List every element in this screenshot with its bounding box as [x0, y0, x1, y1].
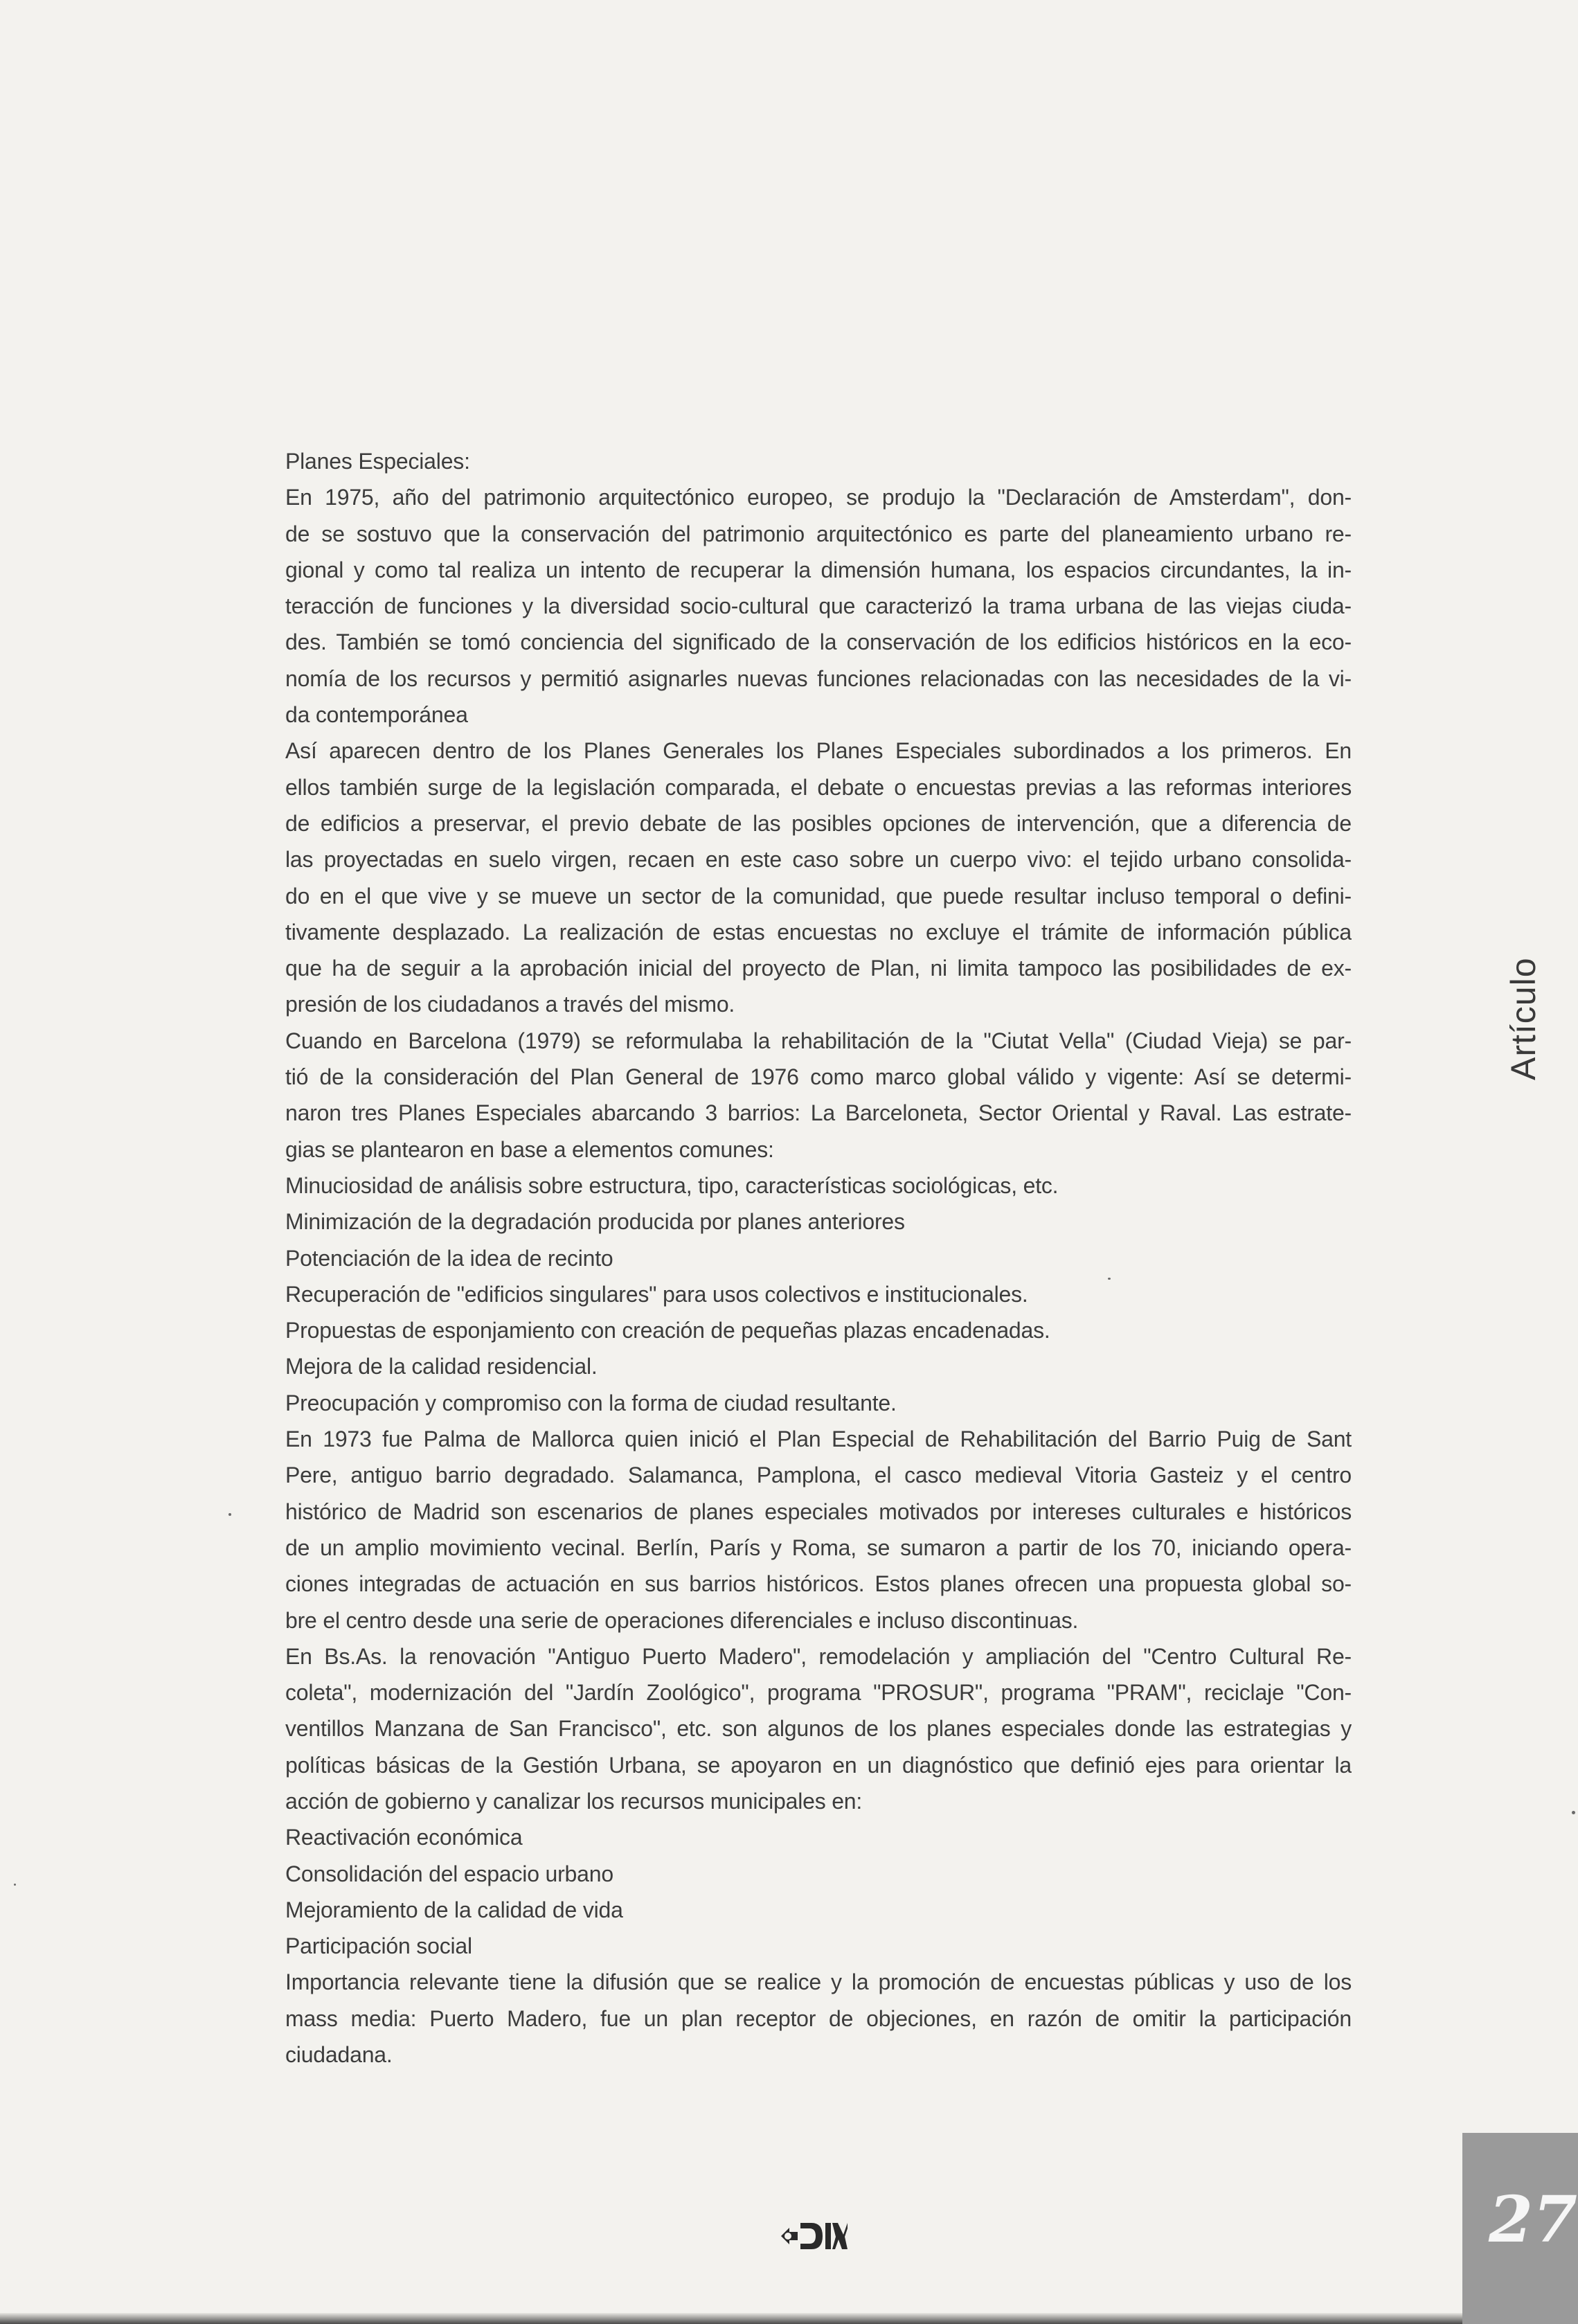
text-line: ciudadana. — [285, 2042, 393, 2068]
text-line: Cuando en Barcelona (1979) se reformulaba la rehabilitación de la "Ciutat Vella" (Ciudad Vieja) se par- — [285, 1028, 1352, 1053]
text-line: de un amplio movimiento vecinal. Berlín, París y Roma, se sumaron a partir de los 70, iniciando opera- — [285, 1535, 1352, 1560]
text-line: de se sostuvo que la conservación del patrimonio arquitectónico es parte del planeamiento urbano re- — [285, 521, 1352, 546]
text-line: Propuestas de esponjamiento con creación de pequeñas plazas encadenadas. — [285, 1318, 1050, 1343]
text-line: Planes Especiales: — [285, 449, 470, 474]
dix-logo-icon — [771, 2216, 848, 2256]
text-line: las proyectadas en suelo virgen, recaen en este caso sobre un cuerpo vivo: el tejido urbano consolida- — [285, 847, 1352, 873]
text-line: teracción de funciones y la diversidad socio-cultural que caracterizó la trama urbana de las viejas ciuda- — [285, 593, 1352, 619]
text-line: des. También se tomó conciencia del significado de la conservación de los edificios históricos en la eco- — [285, 629, 1352, 655]
text-line: presión de los ciudadanos a través del mismo. — [285, 992, 735, 1017]
text-line: Recuperación de "edificios singulares" para usos colectivos e institucionales. — [285, 1281, 1028, 1307]
text-line: Minimización de la degradación producida por planes anteriores — [285, 1209, 905, 1235]
text-line: Mejoramiento de la calidad de vida — [285, 1897, 623, 1922]
text-line: gional y como tal realiza un intento de recuperar la dimensión humana, los espacios circundantes, la in- — [285, 557, 1352, 582]
text-line: coleta", modernización del "Jardín Zoológico", programa "PROSUR", programa "PRAM", reciclaje "Con- — [285, 1680, 1352, 1706]
text-line: En 1975, año del patrimonio arquitectónico europeo, se produjo la "Declaración de Amsterdam", don- — [285, 485, 1352, 510]
scan-speck — [228, 1513, 231, 1516]
text-line: Minuciosidad de análisis sobre estructura, tipo, características sociológicas, etc. — [285, 1172, 1059, 1198]
text-line: Reactivación económica — [285, 1825, 523, 1850]
text-line: En 1973 fue Palma de Mallorca quien inició el Plan Especial de Rehabilitación del Barrio Puig de Sant — [285, 1427, 1352, 1452]
text-line: Mejora de la calidad residencial. — [285, 1354, 598, 1379]
text-line: que ha de seguir a la aprobación inicial del proyecto de Plan, ni limita tampoco las posibilidades de ex- — [285, 956, 1352, 981]
text-line: do en el que vive y se mueve un sector de la comunidad, que puede resultar incluso temporal o defini- — [285, 883, 1352, 909]
text-line: naron tres Planes Especiales abarcando 3 barrios: La Barceloneta, Sector Oriental y Raval. Las estrate- — [285, 1100, 1352, 1126]
text-line: Preocupación y compromiso con la forma de ciudad resultante. — [285, 1390, 897, 1415]
scan-speck — [14, 1884, 16, 1886]
text-line: tió de la consideración del Plan General de 1976 como marco global válido y vigente: Así se determi- — [285, 1064, 1352, 1090]
scan-speck — [1108, 1278, 1111, 1280]
page-number: 27 — [1489, 2182, 1578, 2257]
dix-logo — [771, 2216, 848, 2256]
text-line: bre el centro desde una serie de operaciones diferenciales e incluso discontinuas. — [285, 1607, 1079, 1633]
text-line: políticas básicas de la Gestión Urbana, se apoyaron en un diagnóstico que definió ejes para orientar la — [285, 1752, 1352, 1778]
text-line: acción de gobierno y canalizar los recursos municipales en: — [285, 1788, 863, 1814]
text-line: Potenciación de la idea de recinto — [285, 1245, 613, 1271]
text-line: gias se plantearon en base a elementos comunes: — [285, 1136, 774, 1162]
text-line: Importancia relevante tiene la difusión que se realice y la promoción de encuestas públicas y uso de los — [285, 1969, 1352, 1995]
text-line: de edificios a preservar, el previo debate de las posibles opciones de intervención, que a diferencia de — [285, 810, 1352, 836]
section-label-articulo: Artículo — [1504, 957, 1543, 1080]
text-line: ellos también surge de la legislación comparada, el debate o encuestas previas a las reformas interiores — [285, 774, 1352, 800]
article-body — [285, 443, 1352, 2073]
text-line: tivamente desplazado. La realización de estas encuestas no excluye el trámite de información pública — [285, 919, 1352, 945]
bottom-edge-shadow — [0, 2313, 1462, 2324]
text-line: histórico de Madrid son escenarios de planes especiales motivados por intereses culturales e históricos — [285, 1499, 1352, 1524]
scan-speck — [1572, 1811, 1575, 1814]
text-line: ciones integradas de actuación en sus barrios históricos. Estos planes ofrecen una propuesta global so- — [285, 1571, 1352, 1597]
text-line: nomía de los recursos y permitió asignarles nuevas funciones relacionadas con las necesidades de la vi- — [285, 665, 1352, 691]
text-line: mass media: Puerto Madero, fue un plan receptor de objeciones, en razón de omitir la participación — [285, 2005, 1352, 2031]
text-line: Así aparecen dentro de los Planes Generales los Planes Especiales subordinados a los primeros. En — [285, 738, 1352, 764]
text-line: En Bs.As. la renovación "Antiguo Puerto Madero", remodelación y ampliación del "Centro Cultural Re- — [285, 1643, 1352, 1669]
text-line: da contemporánea — [285, 702, 468, 728]
text-line: Participación social — [285, 1933, 472, 1959]
text-line: Pere, antiguo barrio degradado. Salamanca, Pamplona, el casco medieval Vitoria Gasteiz y el centro — [285, 1463, 1352, 1488]
text-line: Consolidación del espacio urbano — [285, 1861, 613, 1886]
text-line: ventillos Manzana de San Francisco", etc. son algunos de los planes especiales donde las estrategias y — [285, 1716, 1352, 1742]
